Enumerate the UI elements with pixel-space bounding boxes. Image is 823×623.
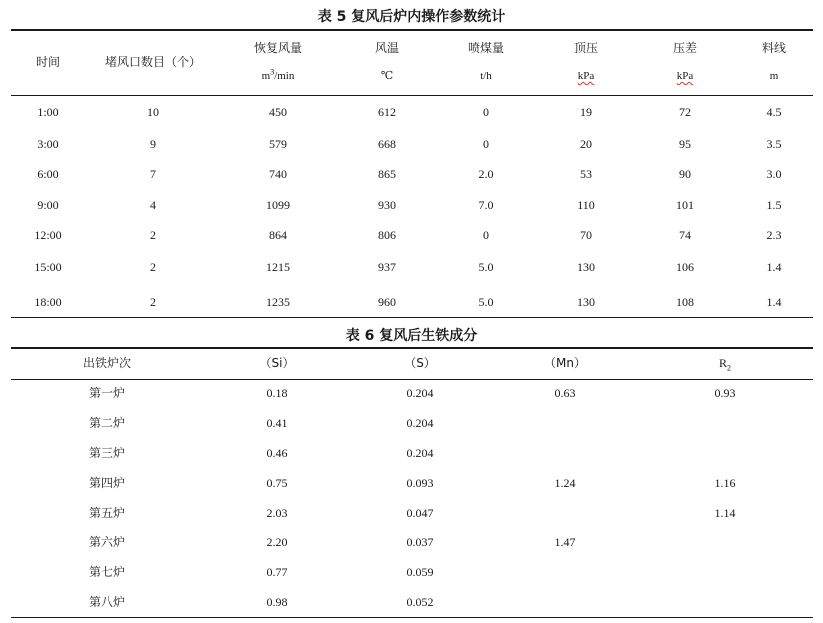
cell-s: 0.037	[406, 535, 434, 549]
cell-burden-line: 3.5	[766, 137, 782, 151]
cell-coal-rate: 0	[483, 137, 489, 151]
cell-si: 0.18	[266, 386, 288, 400]
cell-time: 3:00	[37, 137, 59, 151]
table5-header-rule	[11, 95, 813, 96]
cell-tap: 第四炉	[88, 476, 125, 490]
cell-mn: 0.63	[554, 386, 576, 400]
header-pressure-diff: 压差	[672, 41, 697, 55]
cell-si: 0.41	[266, 416, 288, 430]
cell-top-pressure: 110	[577, 198, 595, 212]
cell-tap: 第二炉	[88, 416, 125, 430]
cell-coal-rate: 0	[483, 228, 489, 242]
cell-s: 0.093	[406, 476, 434, 490]
header-time: 时间	[35, 55, 60, 69]
cell-s: 0.059	[406, 565, 434, 579]
unit-coal-rate: t/h	[480, 70, 492, 82]
table6-header-rule	[11, 379, 813, 380]
cell-time: 12:00	[34, 228, 62, 242]
cell-top-pressure: 20	[580, 137, 592, 151]
cell-time: 6:00	[37, 167, 59, 181]
cell-tap: 第八炉	[88, 595, 125, 609]
cell-time: 1:00	[37, 105, 59, 119]
cell-burden-line: 4.5	[766, 105, 782, 119]
cell-burden-line: 2.3	[766, 228, 782, 242]
cell-air-volume: 1099	[266, 198, 290, 212]
cell-si: 0.77	[266, 565, 288, 579]
cell-tap: 第三炉	[88, 446, 125, 460]
table5-bottom-rule	[11, 317, 813, 318]
cell-si: 2.03	[266, 506, 288, 520]
cell-air-volume: 450	[269, 105, 287, 119]
cell-top-pressure: 19	[580, 105, 592, 119]
cell-air-volume: 579	[269, 137, 287, 151]
table6-bottom-rule	[11, 617, 813, 618]
cell-time: 18:00	[34, 295, 62, 309]
cell-top-pressure: 53	[580, 167, 592, 181]
cell-tuyeres: 2	[150, 295, 156, 309]
cell-pressure-diff: 72	[679, 105, 691, 119]
header-blast-temp: 风温	[374, 41, 399, 55]
cell-tuyeres: 2	[150, 260, 156, 274]
cell-blast-temp: 806	[378, 228, 396, 242]
unit-air-volume: $m^3/\min$	[261, 67, 295, 82]
cell-coal-rate: 7.0	[478, 198, 494, 212]
cell-coal-rate: 5.0	[478, 260, 494, 274]
unit-pressure-diff: kPa	[676, 70, 694, 82]
header-top-pressure: 顶压	[573, 41, 598, 55]
cell-tuyeres: 10	[147, 105, 159, 119]
cell-s: 0.204	[406, 446, 434, 460]
cell-air-volume: 864	[269, 228, 287, 242]
cell-blast-temp: 960	[378, 295, 396, 309]
cell-blast-temp: 612	[378, 105, 396, 119]
table5-title: 表 5 复风后炉内操作参数统计	[317, 9, 506, 25]
cell-mn: 1.24	[554, 476, 576, 490]
cell-basicity: 0.93	[714, 386, 736, 400]
cell-coal-rate: 0	[483, 105, 489, 119]
header-mn: （Mn）	[544, 356, 586, 370]
cell-si: 0.75	[266, 476, 288, 490]
header-s: （S）	[404, 356, 436, 370]
cell-pressure-diff: 101	[676, 198, 694, 212]
cell-pressure-diff: 106	[676, 260, 694, 274]
cell-burden-line: 3.0	[766, 167, 782, 181]
table6-top-rule	[11, 347, 813, 349]
cell-air-volume: 1235	[266, 295, 290, 309]
cell-s: 0.052	[406, 595, 434, 609]
cell-coal-rate: 2.0	[478, 167, 494, 181]
cell-blast-temp: 930	[378, 198, 396, 212]
header-si: （Si）	[259, 356, 295, 370]
cell-s: 0.047	[406, 506, 434, 520]
header-tuyeres: 堵风口数目（个）	[104, 55, 201, 69]
cell-mn: 1.47	[554, 535, 576, 549]
cell-air-volume: 1215	[266, 260, 290, 274]
cell-time: 15:00	[34, 260, 62, 274]
header-tap: 出铁炉次	[82, 356, 131, 370]
cell-tuyeres: 4	[150, 198, 156, 212]
cell-top-pressure: 130	[577, 295, 595, 309]
unit-top-pressure: kPa	[577, 70, 595, 82]
cell-tuyeres: 7	[150, 167, 156, 181]
cell-tap: 第六炉	[88, 535, 125, 549]
cell-burden-line: 1.4	[766, 260, 782, 274]
cell-pressure-diff: 95	[679, 137, 691, 151]
cell-si: 2.20	[266, 535, 288, 549]
header-coal-rate: 喷煤量	[467, 41, 504, 55]
cell-si: 0.98	[266, 595, 288, 609]
header-basicity: $R_2$	[718, 356, 731, 373]
header-air-volume: 恢复风量	[253, 41, 302, 55]
cell-blast-temp: 668	[378, 137, 396, 151]
unit-blast-temp: ℃	[380, 70, 394, 82]
cell-tuyeres: 9	[150, 137, 156, 151]
header-burden-line: 料线	[761, 41, 786, 55]
cell-coal-rate: 5.0	[478, 295, 494, 309]
table6-title: 表 6 复风后生铁成分	[345, 328, 478, 344]
cell-basicity: 1.16	[714, 476, 736, 490]
cell-pressure-diff: 108	[676, 295, 694, 309]
table5-top-rule	[11, 29, 813, 31]
cell-top-pressure: 70	[580, 228, 592, 242]
cell-s: 0.204	[406, 416, 434, 430]
cell-pressure-diff: 74	[679, 228, 691, 242]
cell-s: 0.204	[406, 386, 434, 400]
cell-top-pressure: 130	[577, 260, 595, 274]
cell-pressure-diff: 90	[679, 167, 691, 181]
cell-air-volume: 740	[269, 167, 287, 181]
cell-tap: 第七炉	[88, 565, 125, 579]
cell-blast-temp: 937	[378, 260, 396, 274]
unit-burden-line: m	[769, 70, 779, 82]
cell-basicity: 1.14	[714, 506, 736, 520]
cell-burden-line: 1.4	[766, 295, 782, 309]
cell-time: 9:00	[37, 198, 59, 212]
cell-tap: 第一炉	[88, 386, 125, 400]
cell-blast-temp: 865	[378, 167, 396, 181]
cell-tap: 第五炉	[88, 506, 125, 520]
cell-burden-line: 1.5	[766, 198, 782, 212]
cell-si: 0.46	[266, 446, 288, 460]
cell-tuyeres: 2	[150, 228, 156, 242]
